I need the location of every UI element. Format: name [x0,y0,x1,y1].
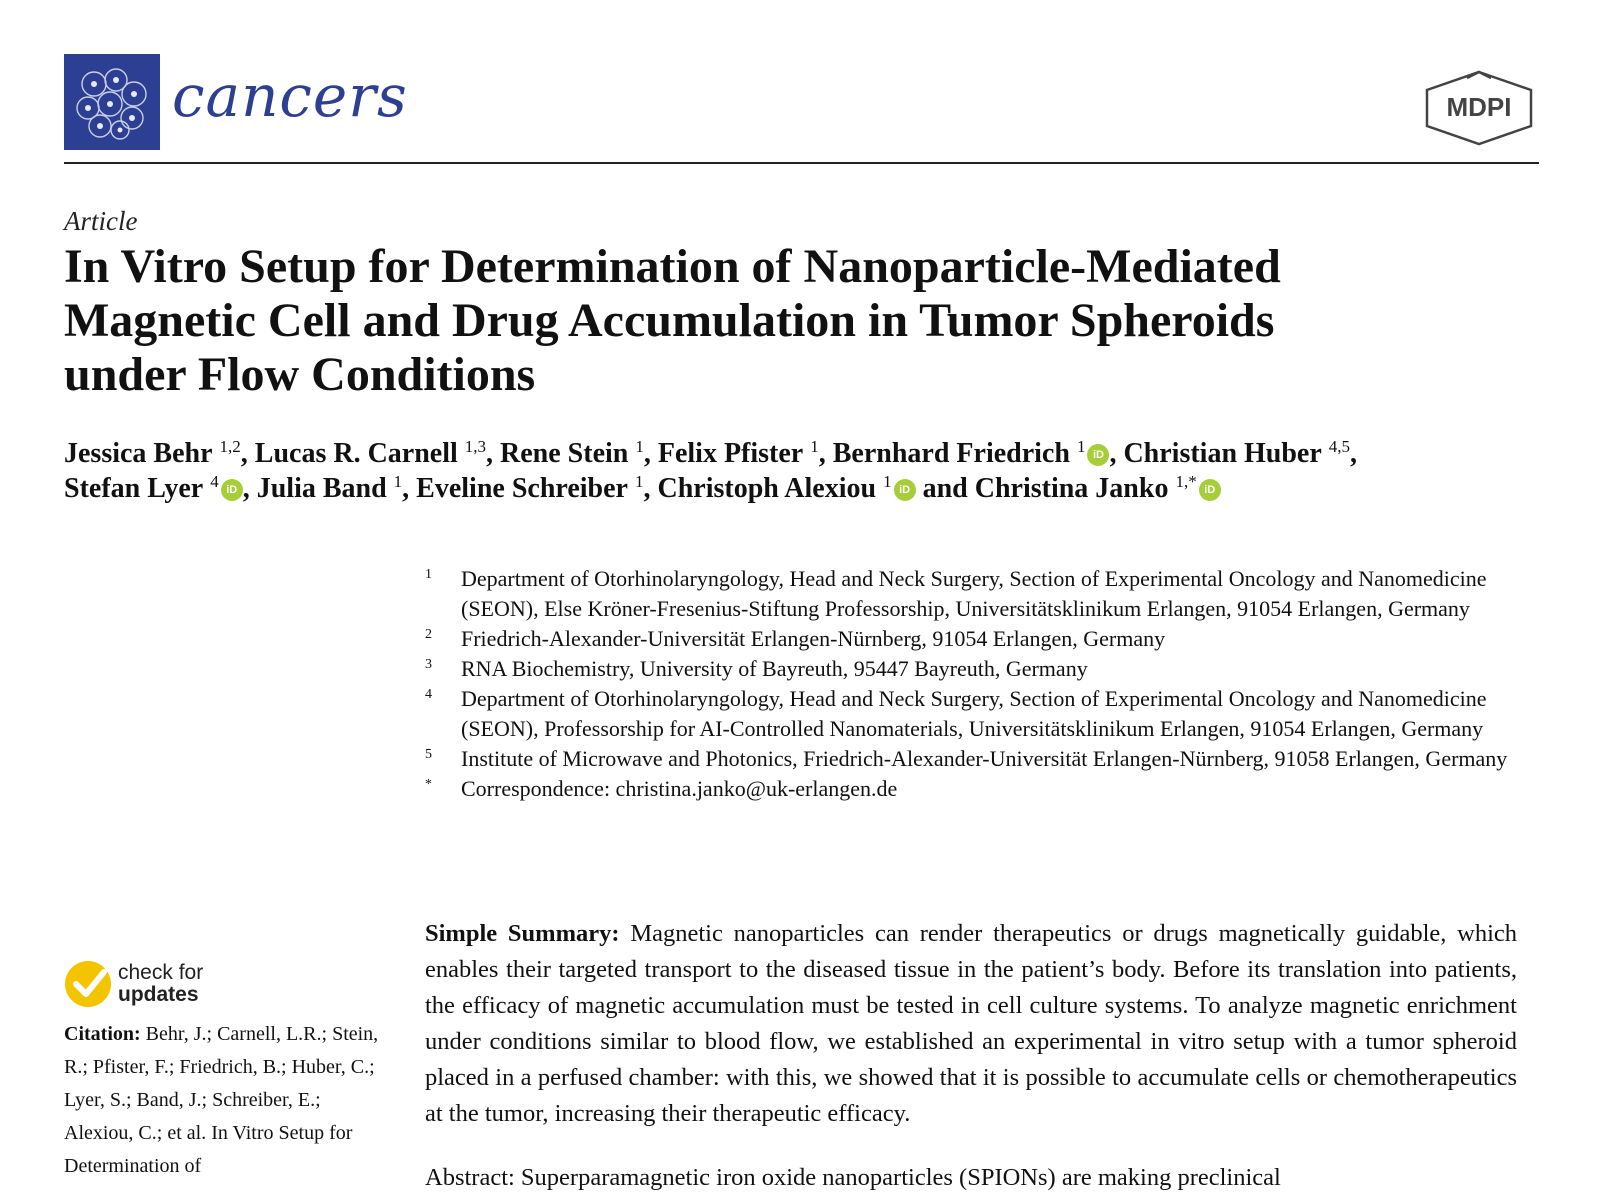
affiliation-number: 1 [425,567,432,582]
affiliation-text: Department of Otorhinolaryngology, Head and Neck Surgery, Section of Experimental Oncology and Nanomedicine (SEON), Professorship for AI-Controlled Nanomaterials, Universitätsklinikum Erlangen, 91054 Erlangen, Germany [461,686,1487,741]
author-affiliation: 1 [1076,437,1086,456]
abstract-partial: Abstract: Superparamagnetic iron oxide nanoparticles (SPIONs) are making preclinical [425,1164,1281,1191]
affiliation-item [425,684,1535,744]
affiliation-item [425,774,1535,804]
affiliation-text: Department of Otorhinolaryngology, Head and Neck Surgery, Section of Experimental Oncology and Nanomedicine (SEON), Else Kröner-Fresenius-Stiftung Professorship, Universitätsklinikum Erlangen, 91054 Erlangen, Germany [461,566,1487,621]
author-name[interactable]: Christian Huber [1123,438,1322,469]
title-line: Magnetic Cell and Drug Accumulation in Tumor Spheroids [64,294,1275,347]
check-updates-line2: updates [118,983,199,1006]
author-name[interactable]: Eveline Schreiber [416,473,628,504]
author-list [64,436,1534,506]
author-name[interactable]: Lucas R. Carnell [254,438,458,469]
author-name[interactable]: Stefan Lyer [64,473,204,504]
author-name[interactable]: Rene Stein [500,438,629,469]
orcid-icon[interactable]: iD [894,479,916,501]
correspondence-email[interactable]: Correspondence: christina.janko@uk-erlangen.de [461,776,898,801]
affiliation-number: 3 [425,657,432,672]
header-rule [64,162,1539,164]
summary-label: Simple Summary: [425,920,620,947]
orcid-icon[interactable]: iD [1199,479,1221,501]
author-line: Stefan Lyer $^4$ iD , Julia Band $^1$, Eveline Schreiber $^1$, Christoph Alexiou $^1$ iD and Christina Janko $^{1,*}$ iD [64,471,1534,506]
simple-summary [425,916,1517,1132]
citation-line: Alexiou, C.; et al. In Vitro Setup for [64,1122,353,1144]
affiliation-number: 2 [425,627,432,642]
author-affiliation: 1 [810,437,819,456]
citation-line: Citation: Behr, J.; Carnell, L.R.; Stein, [64,1023,379,1045]
author-affiliation: 4,5 [1328,437,1351,456]
author-affiliation: 1,3 [464,437,487,456]
journal-logo-icon [64,54,160,150]
author-affiliation: 1 [635,437,644,456]
journal-name: cancers [172,62,408,130]
author-affiliation: 1 [634,472,644,491]
check-updates-line1: check for [118,961,204,984]
orcid-icon[interactable]: iD [221,479,243,501]
affiliation-text: Institute of Microwave and Photonics, Friedrich-Alexander-Universität Erlangen-Nürnberg, 91058 Erlangen, Germany [461,746,1508,771]
citation-label: Citation: [64,1023,141,1045]
affiliation-item [425,564,1535,624]
author-affiliation: 1 [393,472,403,491]
mdpi-logo-text: MDPI [1446,92,1512,122]
author-name[interactable]: Christoph Alexiou [657,473,877,504]
citation-line: Lyer, S.; Band, J.; Schreiber, E.; [64,1089,321,1111]
author-name[interactable]: Felix Pfister [657,438,804,469]
summary-text: Magnetic nanoparticles can render therapeutics or drugs magnetically guidable, which enables their targeted transport to the diseased tissue in the patient’s body. Before its translation into patients, the efficacy of magnetic accumulation must be tested in cell culture systems. To analyze magnetic enrichment under conditions similar to blood flow, we established an experimental in vitro setup with a tumor spheroid placed in a perfused chamber: with this, we showed that it is possible to accumulate cells or chemotherapeutics at the tumor, increasing their therapeutic efficacy. [425,920,1518,1127]
affiliation-text: Friedrich-Alexander-Universität Erlangen-Nürnberg, 91054 Erlangen, Germany [461,626,1166,651]
title-line: under Flow Conditions [64,348,536,401]
title-line: In Vitro Setup for Determination of Nanoparticle-Mediated [64,240,1281,293]
author-name[interactable]: Bernhard Friedrich [832,438,1070,469]
citation-block [64,1018,384,1183]
article-title [64,240,1524,402]
author-line: Jessica Behr $^{1,2}$, Lucas R. Carnell $^{1,3}$, Rene Stein $^1$, Felix Pfister $^1$, Bernhard Friedrich $^1$ iD , Christian Huber $^{4,5}$, [64,437,1358,469]
citation-line: Determination of [64,1155,202,1177]
mdpi-logo-icon [1419,68,1539,148]
citation-line: R.; Pfister, F.; Friedrich, B.; Huber, C.; [64,1056,375,1078]
affiliation-number: 4 [425,687,432,702]
orcid-icon[interactable]: iD [1087,444,1109,466]
journal-header [64,54,1539,162]
affiliation-number: * [425,777,432,792]
article-type: Article [64,206,138,236]
author-affiliation: 1,* [1175,472,1197,491]
affiliation-item [425,654,1535,684]
author-affiliation: 4 [210,472,219,491]
affiliation-list [425,564,1535,804]
author-name[interactable]: Jessica Behr [64,438,213,469]
author-name[interactable]: Julia Band [256,473,387,504]
check-updates-button[interactable] [118,962,203,1006]
author-affiliation: 1,2 [219,437,241,456]
author-name[interactable]: Christina Janko [974,473,1169,504]
affiliation-item [425,624,1535,654]
affiliation-number: 5 [425,747,432,762]
author-affiliation: 1 [883,472,892,491]
affiliation-text: RNA Biochemistry, University of Bayreuth, 95447 Bayreuth, Germany [461,656,1088,681]
affiliation-item [425,744,1535,774]
